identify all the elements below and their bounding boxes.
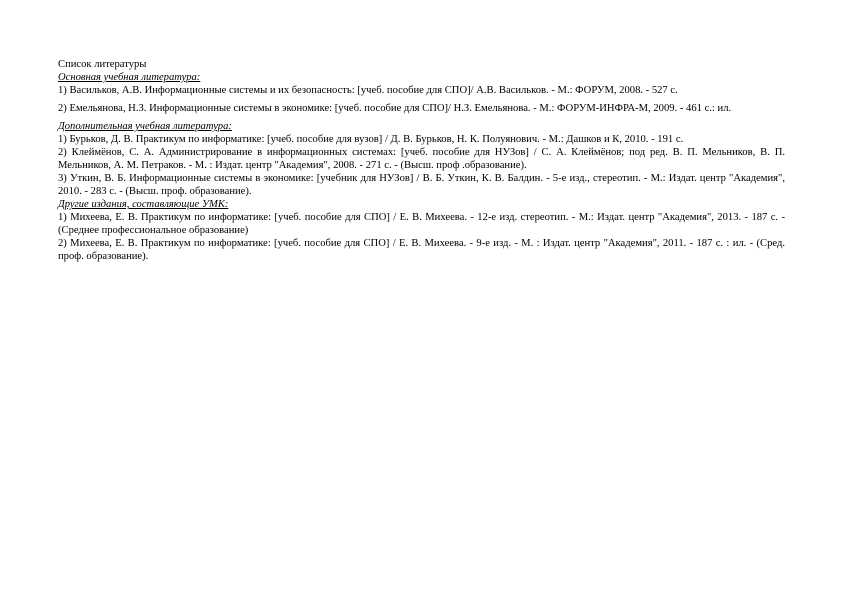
section-title-main: Основная учебная литература: — [58, 72, 201, 83]
list-item: 1) Михеева, Е. В. Практикум по информатике: [учеб. пособие для СПО] / Е. В. Михеева. - 12-е изд. стереотип. - М.: Издат. центр "Академия", 2013. - 187 с. - (Среднее профессиональное образование) — [58, 212, 785, 236]
page-title: Список литературы — [58, 59, 147, 70]
list-item: 3) Уткин, В. Б. Информационные системы в экономике: [учебник для НУЗов] / В. Б. Уткин, К. В. Балдин. - 5-е изд., стереотип. - М.: Издат. центр "Академия", 2010. - 283 с. - (Высш. проф. образование). — [58, 173, 785, 197]
bibliography-page — [58, 58, 785, 263]
list-item: 2) Михеева, Е. В. Практикум по информатике: [учеб. пособие для СПО] / Е. В. Михеева. - 9-е изд. - М. : Издат. центр "Академия", 2011. - 187 с. : ил. - (Сред. проф. образование). — [58, 238, 785, 262]
list-item: 2) Емельянова, Н.З. Информационные системы в экономике: [учеб. пособие для СПО]/ Н.З. Емельянова. - М.: ФОРУМ-ИНФРА-М, 2009. - 461 с.: ил. — [58, 103, 732, 114]
section-title-additional: Дополнительная учебная литература: — [58, 121, 232, 132]
list-item: 1) Васильков, А.В. Информационные системы и их безопасность: [учеб. пособие для СПО]/ А.В. Васильков. - М.: ФОРУМ, 2008. - 527 с. — [58, 85, 678, 96]
list-item: 2) Клеймёнов, С. А. Администрирование в информационных системах: [учеб. пособие для НУЗов] / С. А. Клеймёнов; под ред. В. П. Мельников, В. П. Мельников, А. М. Петраков. - М. : Издат. центр "Академия", 2008. - 271 с. - (Высш. проф .образование). — [58, 147, 785, 171]
list-item: 1) Бурьков, Д. В. Практикум по информатике: [учеб. пособие для вузов] / Д. В. Бурьков, Н. К. Полуянович. - М.: Дашков и К, 2010. - 191 с. — [58, 134, 684, 145]
section-title-other: Другие издания, составляющие УМК: — [58, 199, 229, 210]
